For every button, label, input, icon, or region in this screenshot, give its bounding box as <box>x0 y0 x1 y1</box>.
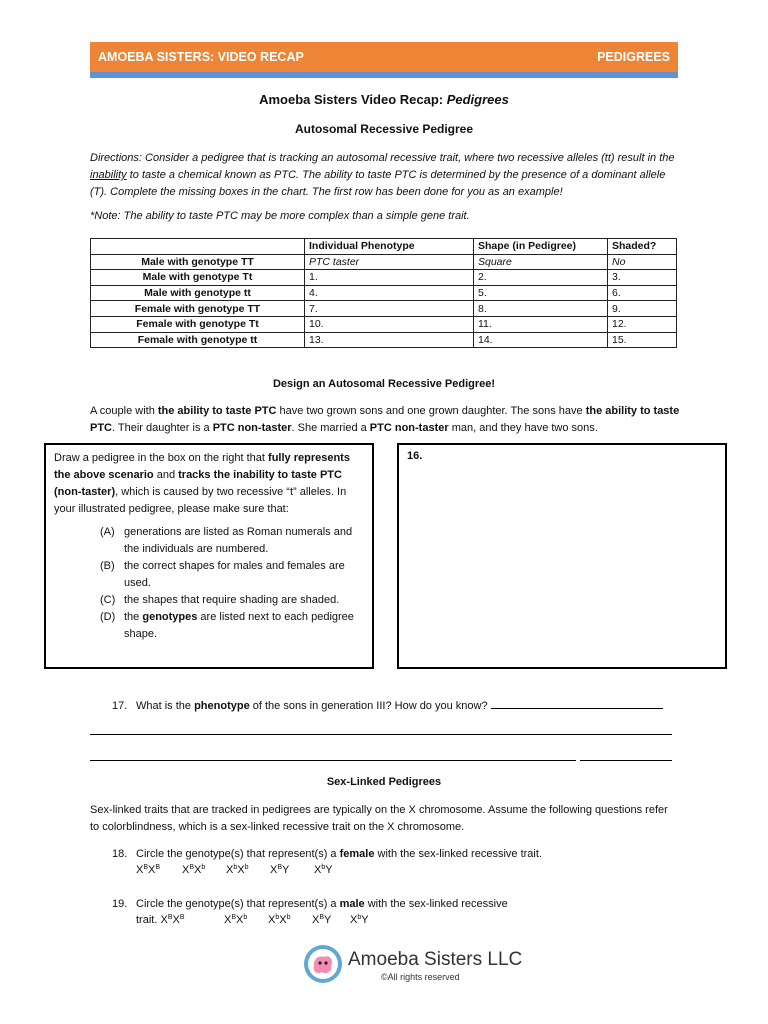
list-item: (B) the correct shapes for males and females are used. <box>100 560 345 589</box>
directions-text: Directions: Consider a pedigree that is tracking an autosomal recessive trait, where two recessive alleles (tt) result in the inability to taste a chemical known as PTC. The ability to taste PTC is determined by the presence of a dominant allele (T). Complete the missing boxes in the chart. The first row has been done for you as an example! <box>90 152 675 198</box>
section-subtitle: Autosomal Recessive Pedigree <box>294 122 474 136</box>
genotype-option[interactable]: $X^BX^B$ <box>136 864 161 876</box>
pedigree-drawing-box[interactable] <box>397 443 727 669</box>
page-title <box>90 92 678 107</box>
answer-blank[interactable] <box>491 696 663 709</box>
genotype-table <box>90 238 677 348</box>
table-row: Male with genotype tt 4. 5. 6. <box>91 285 677 301</box>
genotype-option[interactable]: $X^bX^b$ <box>268 914 291 926</box>
requirements-list <box>54 524 364 643</box>
question-19: 19. Circle the genotype(s) that represent(s) a male with the sex-linked recessive <box>112 898 508 910</box>
header-right: PEDIGREES <box>597 50 670 64</box>
list-item: (A) generations are listed as Roman numerals and the individuals are numbered. <box>100 526 353 555</box>
question-16-label: 16. <box>407 450 423 462</box>
title-emphasis: Pedigrees <box>446 92 509 107</box>
genotype-options-19 <box>136 914 369 926</box>
answer-line[interactable] <box>584 734 672 735</box>
list-item: (C) the shapes that require shading are shaded. <box>100 594 340 606</box>
amoeba-logo-icon <box>303 944 343 984</box>
answer-line[interactable] <box>580 760 672 761</box>
question-17: 17. What is the phenotype of the sons in generation III? How do you know? <box>112 696 663 712</box>
table-row: Female with genotype Tt 10. 11. 12. <box>91 316 677 332</box>
underlined-word: inability <box>90 169 127 181</box>
header-rule <box>90 72 678 78</box>
instructions-box <box>44 443 374 669</box>
genotype-option[interactable]: $X^bY$ <box>314 864 333 876</box>
instructions-text: Draw a pedigree in the box on the right that fully represents the above scenario and tracks the inability to taste PTC (non-taster), which is caused by two recessive “t” alleles. In your illustrated pedigree, please make sure that: <box>54 452 350 515</box>
table-row: Male with genotype TT PTC taster Square No <box>91 254 677 270</box>
genotype-option[interactable]: $X^BX^b$ <box>182 864 206 876</box>
header-banner <box>90 42 678 72</box>
genotype-options-18 <box>136 864 333 876</box>
design-heading: Design an Autosomal Recessive Pedigree! <box>272 378 496 390</box>
genotype-option[interactable]: $X^BY$ <box>312 914 332 926</box>
sexlinked-heading: Sex-Linked Pedigrees <box>326 776 442 788</box>
question-18: 18. Circle the genotype(s) that represent(s) a female with the sex-linked recessive trait. <box>112 848 542 860</box>
table-row: Male with genotype Tt 1. 2. 3. <box>91 270 677 286</box>
list-item: (D) the genotypes are listed next to each pedigree shape. <box>100 611 354 640</box>
header-left: AMOEBA SISTERS: VIDEO RECAP <box>98 50 304 64</box>
table-row: Female with genotype TT 7. 8. 9. <box>91 301 677 317</box>
company-name: Amoeba Sisters LLC <box>348 949 523 970</box>
scenario-text: A couple with the ability to taste PTC have two grown sons and one grown daughter. The sons have the ability to taste PTC. Their daughter is a PTC non-taster. She married a PTC non-taster man, and they have two sons. <box>90 405 680 434</box>
table-header-row: Individual Phenotype Shape (in Pedigree) Shaded? <box>91 239 677 255</box>
genotype-option[interactable]: $X^BY$ <box>270 864 290 876</box>
genotype-option[interactable]: $X^BX^b$ <box>224 914 248 926</box>
answer-line[interactable] <box>90 760 576 761</box>
genotype-option[interactable]: $X^bY$ <box>350 914 369 926</box>
table-row: Female with genotype tt 13. 14. 15. <box>91 332 677 348</box>
note-text: *Note: The ability to taste PTC may be more complex than a simple gene trait. <box>90 210 470 222</box>
sexlinked-intro: Sex-linked traits that are tracked in pedigrees are typically on the X chromosome. Assume the following questions refer to colorblindness, which is a sex-linked recessive trait on the X chromosome. <box>90 804 668 833</box>
title-text: Amoeba Sisters Video Recap: <box>259 92 447 107</box>
genotype-option[interactable]: $X^bX^b$ <box>226 864 249 876</box>
genotype-option[interactable]: trait. $X^BX^B$ <box>136 914 185 926</box>
rights-text: ©All rights reserved <box>381 972 460 982</box>
